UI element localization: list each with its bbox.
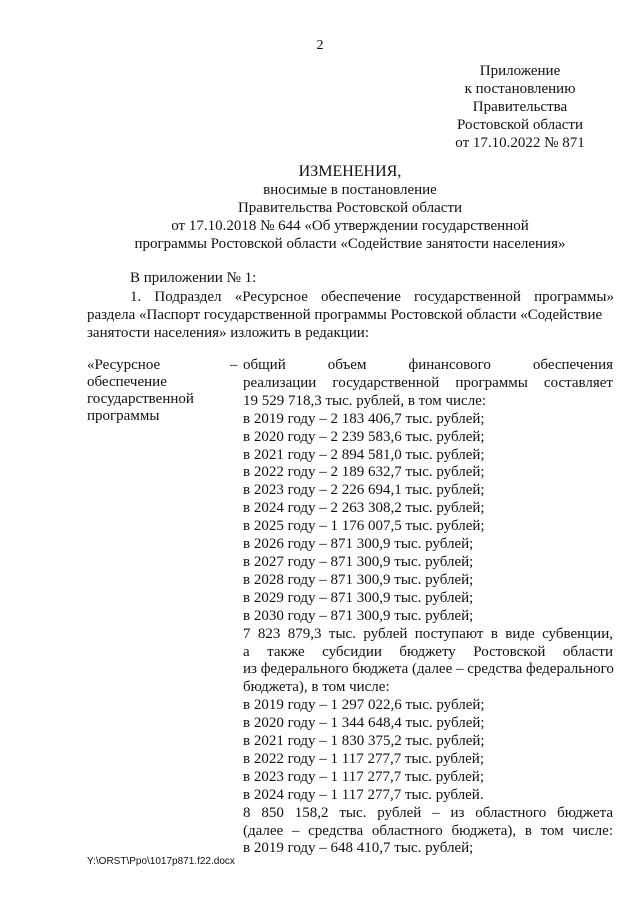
appendix-line: Приложение (479, 63, 561, 79)
resource-label (87, 357, 227, 425)
year-line: в 2020 году – 1 344 648,4 тыс. рублей; (243, 715, 485, 732)
year-line: в 2019 году – 2 183 406,7 тыс. рублей; (243, 410, 485, 427)
year-line: в 2029 году – 871 300,9 тыс. рублей; (243, 589, 474, 606)
appendix-line: к постановлению (464, 81, 576, 97)
dash-separator: – (230, 357, 238, 373)
federal-line: бюджета), в том числе: (243, 679, 390, 696)
year-line: в 2020 году – 2 239 583,6 тыс. рублей; (243, 428, 485, 445)
year-line: в 2019 году – 1 297 022,6 тыс. рублей; (243, 697, 485, 714)
federal-line: а также субсидии бюджету Ростовской области (243, 643, 613, 660)
year-line: в 2022 году – 1 117 277,7 тыс. рублей; (243, 750, 484, 767)
year-line: в 2023 году – 2 226 694,1 тыс. рублей; (243, 482, 485, 499)
appendix-line: Ростовской области (457, 117, 583, 133)
year-line: в 2024 году – 2 263 308,2 тыс. рублей; (243, 500, 485, 517)
total-line: 19 529 718,3 тыс. рублей, в том числе: (243, 392, 487, 409)
total-line: общий объем финансового обеспечения (243, 357, 613, 373)
regional-line: 8 850 158,2 тыс. рублей – из областного бюджета (243, 804, 613, 821)
intro-text: В приложении № 1: (130, 270, 257, 286)
year-line: в 2030 году – 871 300,9 тыс. рублей; (243, 607, 474, 624)
heading-line: от 17.10.2018 № 644 «Об утверждении государственной (171, 218, 529, 234)
year-line: в 2026 году – 871 300,9 тыс. рублей; (243, 536, 474, 553)
year-line: в 2023 году – 1 117 277,7 тыс. рублей; (243, 768, 484, 785)
federal-line: из федерального бюджета (далее – средства федерального (243, 661, 614, 678)
appendix-block (440, 62, 600, 152)
total-line: реализации государственной программы составляет (243, 374, 613, 391)
federal-line: 7 823 879,3 тыс. рублей поступают в виде субвенции, (243, 625, 613, 642)
item-1-paragraph (87, 288, 614, 342)
year-line: в 2019 году – 648 410,7 тыс. рублей; (243, 840, 474, 857)
heading-line: Правительства Ростовской области (237, 200, 463, 216)
heading-title: ИЗМЕНЕНИЯ, (298, 163, 402, 180)
heading-line: вносимые в постановление (263, 182, 437, 198)
resource-text (243, 357, 613, 858)
year-line: в 2028 году – 871 300,9 тыс. рублей; (243, 571, 474, 588)
resource-label-line: «Ресурсное (87, 357, 161, 373)
file-path-footer: Y:\ORST\Ppo\1017p871.f22.docx (87, 856, 235, 867)
year-line: в 2021 году – 2 894 581,0 тыс. рублей; (243, 446, 485, 463)
page-number: 2 (316, 38, 324, 53)
year-line: в 2024 году – 1 117 277,7 тыс. рублей. (243, 786, 484, 803)
appendix-line: от 17.10.2022 № 871 (455, 135, 585, 151)
year-line: в 2021 году – 1 830 375,2 тыс. рублей; (243, 733, 485, 750)
resource-label-line: обеспечение (87, 374, 167, 390)
heading-line: программы Ростовской области «Содействие занятости населения» (134, 236, 566, 252)
year-line: в 2022 году – 2 189 632,7 тыс. рублей; (243, 464, 485, 481)
document-heading (80, 163, 620, 253)
year-line: в 2027 году – 871 300,9 тыс. рублей; (243, 553, 474, 570)
regional-line: (далее – средства областного бюджета), в том числе: (243, 822, 613, 839)
appendix-line: Правительства (472, 99, 568, 115)
resource-label-line: программы (87, 408, 160, 424)
year-line: в 2025 году – 1 176 007,5 тыс. рублей; (243, 518, 485, 535)
item-1-line: 1. Подраздел «Ресурсное обеспечение государственной программы» (130, 289, 614, 305)
resource-label-line: государственной (87, 391, 194, 407)
item-1-line: занятости населения» изложить в редакции: (87, 325, 369, 341)
item-1-line: раздела «Паспорт государственной программы Ростовской области «Содействие (87, 307, 603, 323)
